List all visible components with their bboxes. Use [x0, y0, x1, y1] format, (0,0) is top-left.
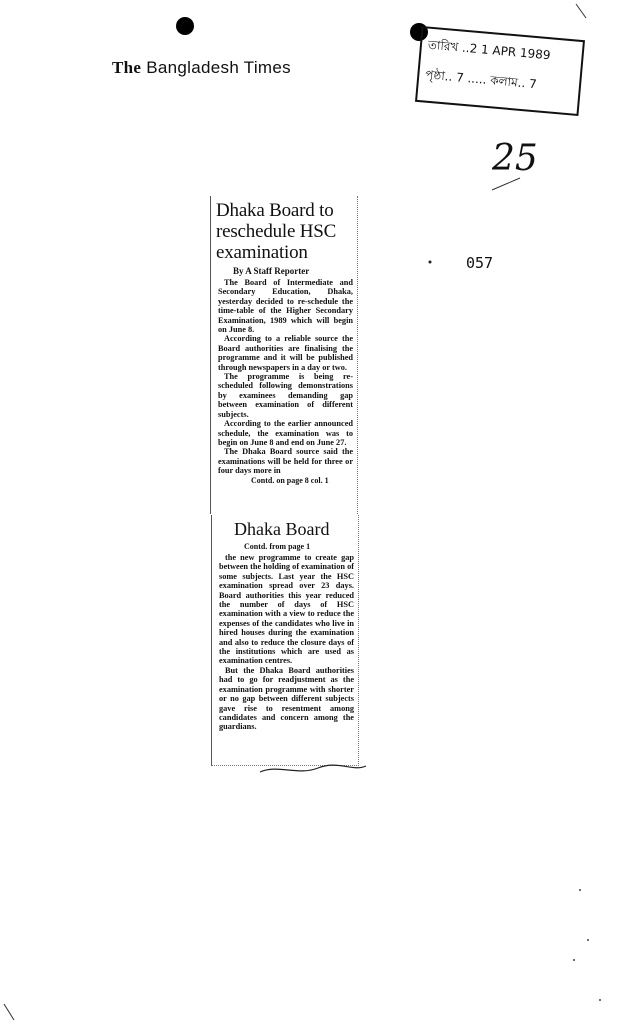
article-paragraph: The Dhaka Board source said the examinations will be held for three or four days more in — [218, 447, 353, 476]
article-paragraph: According to the earlier announced schedule, the examination was to begin on June 8 and end on June 27. — [218, 419, 353, 447]
stamp-date-line: তারিখ ..2 1 APR 1989 — [427, 37, 552, 63]
article-paragraph: The Board of Intermediate and Secondary Education, Dhaka, yesterday decided to re-schedule the time-table of the Higher Secondary Examination, 1989 which will begin on June 8. — [218, 278, 353, 335]
continuation-headline: Dhaka Board — [234, 519, 330, 539]
article-paragraph: the new programme to create gap between the holding of examination of some subjects. Last year the HSC examination spread over 23 days. Board authorities this year reduced the number of days of HSC examination with a view to reduce the expenses of the candidates who live in hired houses during the examination and also to reduce the closure days of the institutions which are used as examination centres. — [219, 553, 354, 666]
continued-from-note: Contd. from page 1 — [244, 542, 311, 551]
continued-note: Contd. on page 8 col. 1 — [251, 475, 329, 485]
masthead-the: The — [112, 58, 142, 77]
article-paragraph: But the Dhaka Board authorities had to go for readjustment as the examination programme with shorter or no gap between different subjects gave rise to resentment among candidates and concern among the guardians. — [219, 665, 354, 732]
page-number: 057 — [466, 254, 494, 272]
handwritten-number: 25 — [492, 138, 538, 179]
article-paragraph: The programme is being re-scheduled following demonstrations by examinees demanding gap between examination of different subjects. — [218, 372, 353, 419]
stamp-page-column-line: পৃষ্ঠা.. 7 ..... কলাম.. 7 — [424, 67, 538, 92]
article-headline: Dhaka Board to reschedule HSC examination — [216, 200, 337, 263]
article-paragraph: According to a reliable source the Board authorities are finalising the programme and it will be published through newspapers in a day or two. — [218, 334, 353, 372]
article-byline: By A Staff Reporter — [233, 266, 310, 276]
masthead-name: Bangladesh Times — [146, 58, 291, 77]
